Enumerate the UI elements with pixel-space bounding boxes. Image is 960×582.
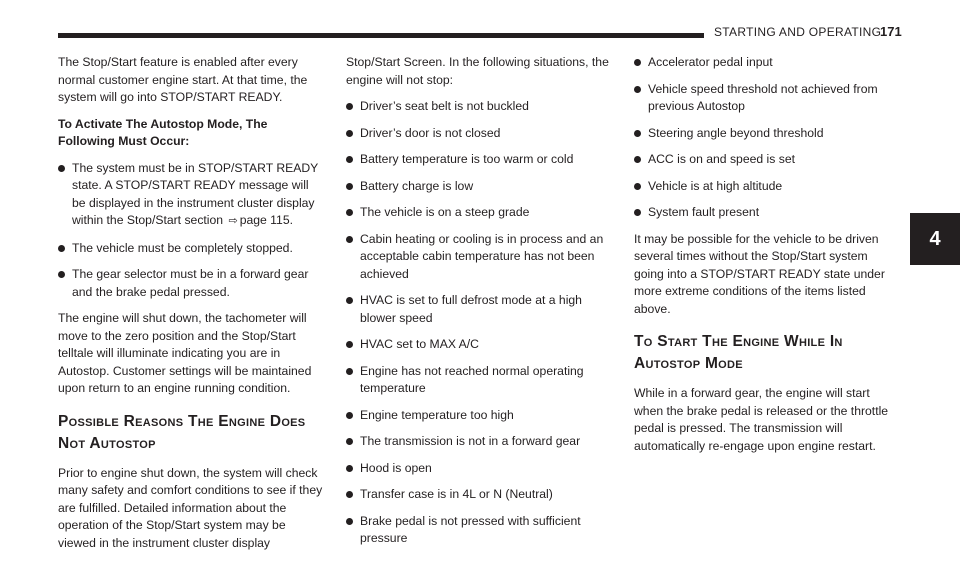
list-item (346, 125, 614, 143)
section-title: STARTING AND OPERATING (714, 25, 882, 39)
bullet-icon (634, 86, 641, 93)
list-item-text: Brake pedal is not pressed with sufficient pressure (360, 513, 581, 545)
list-item-text: Engine temperature too high (360, 407, 514, 422)
bullet-icon (634, 183, 641, 190)
header-rule (58, 33, 704, 38)
column-2 (346, 54, 614, 557)
list-item-text: HVAC is set to full defrost mode at a high blower speed (360, 293, 582, 325)
bullet-icon (346, 491, 353, 498)
list-item (346, 204, 614, 222)
list-item (634, 204, 896, 222)
chapter-tab[interactable]: 4 (910, 213, 960, 265)
list-item (346, 98, 614, 116)
arrow-right-icon: ⇨ (228, 215, 238, 227)
list-item (346, 433, 614, 451)
bullet-icon (58, 271, 65, 278)
bullet-icon (346, 183, 353, 190)
bullet-icon (346, 465, 353, 472)
list-item (346, 178, 614, 196)
continued-paragraph: Stop/Start Screen. In the following situations, the engine will not stop: (346, 55, 609, 87)
intro-paragraph: The Stop/Start feature is enabled after every normal customer engine start. At that time, the system will go into STOP/START READY. (58, 55, 308, 104)
bullet-icon (346, 297, 353, 304)
page-number: 171 (880, 24, 902, 39)
bullet-icon (346, 103, 353, 110)
list-item-text: The system must be in STOP/START READY state. A STOP/START READY message will be displayed in the instrument cluster display within the Stop/Start section (72, 160, 319, 227)
list-item (346, 151, 614, 169)
list-item-text: Engine has not reached normal operating temperature (360, 363, 584, 395)
activate-list (58, 160, 324, 302)
list-item-text: The vehicle is on a steep grade (360, 205, 530, 219)
list-item-text: ACC is on and speed is set (648, 152, 796, 166)
bullet-icon (58, 245, 65, 252)
list-item-text: Battery charge is low (360, 178, 474, 193)
start-heading: To Start The Engine While In Autostop Mode (634, 333, 843, 372)
list-item-text: The gear selector must be in a forward gear and the brake pedal pressed. (72, 267, 309, 299)
bullet-icon (346, 236, 353, 243)
bullet-icon (346, 209, 353, 216)
list-item-text: Accelerator pedal input (648, 55, 773, 69)
page-reference-link[interactable]: page 115. (239, 213, 294, 227)
possible-paragraph: It may be possible for the vehicle to be driven several times without the Stop/Start system going into a STOP/START READY state under more extreme conditions of the items listed above. (634, 231, 885, 316)
column-3 (634, 54, 896, 464)
list-item (346, 460, 614, 478)
list-item (634, 178, 896, 196)
list-item-text: HVAC set to MAX A/C (360, 337, 479, 351)
activate-heading: To Activate The Autostop Mode, The Following Must Occur: (58, 116, 268, 148)
bullet-icon (346, 438, 353, 445)
list-item-text: Vehicle is at high altitude (648, 178, 783, 193)
list-item-text: The transmission is not in a forward gear (360, 434, 581, 448)
shutdown-paragraph: The engine will shut down, the tachometer will move to the zero position and the Stop/Start telltale will illuminate indicating you are in Autostop. Customer settings will be maintained upon return to an engine running condition. (58, 311, 312, 395)
list-item (634, 81, 896, 116)
list-item (634, 151, 896, 169)
list-item-text: Transfer case is in 4L or N (Neutral) (360, 487, 553, 501)
list-item (346, 292, 614, 327)
list-item (58, 240, 324, 258)
list-item (634, 125, 896, 143)
list-item (346, 336, 614, 354)
reasons-intro: Prior to engine shut down, the system will check many safety and comfort conditions to see if they are fulfilled. Detailed information about the operation of the Stop/Start system may be viewed in the instrument cluster display (58, 465, 323, 550)
list-item-text: Vehicle speed threshold not achieved from previous Autostop (648, 81, 878, 113)
list-item-text: Hood is open (360, 460, 432, 475)
conditions-list-continued (634, 54, 896, 222)
bullet-icon (346, 156, 353, 163)
list-item-text: Cabin heating or cooling is in process and an acceptable cabin temperature has not been achieved (360, 231, 604, 281)
list-item-text: Battery temperature is too warm or cold (360, 152, 574, 166)
list-item (346, 486, 614, 504)
list-item-text: The vehicle must be completely stopped. (72, 240, 293, 255)
bullet-icon (346, 130, 353, 137)
bullet-icon (346, 341, 353, 348)
list-item-text: Driver’s door is not closed (360, 125, 501, 140)
list-item (346, 363, 614, 398)
start-paragraph: While in a forward gear, the engine will start when the brake pedal is released or the throttle pedal is pressed. The transmission will automatically re-engage upon engine restart. (634, 386, 889, 453)
bullet-icon (634, 209, 641, 216)
bullet-icon (634, 130, 641, 137)
list-item (634, 54, 896, 72)
reasons-heading: Possible Reasons The Engine Does Not Autostop (58, 412, 306, 452)
list-item-text: Steering angle beyond threshold (648, 125, 824, 140)
list-item (58, 266, 324, 301)
bullet-icon (58, 165, 65, 172)
list-item (346, 407, 614, 425)
bullet-icon (346, 518, 353, 525)
bullet-icon (634, 59, 641, 66)
list-item-text: Driver’s seat belt is not buckled (360, 99, 529, 113)
column-1 (58, 54, 324, 561)
list-item-text: System fault present (648, 205, 760, 219)
bullet-icon (634, 156, 641, 163)
list-item (346, 231, 614, 284)
list-item (58, 160, 324, 231)
conditions-list (346, 98, 614, 548)
bullet-icon (346, 368, 353, 375)
bullet-icon (346, 412, 353, 419)
list-item (346, 513, 614, 548)
